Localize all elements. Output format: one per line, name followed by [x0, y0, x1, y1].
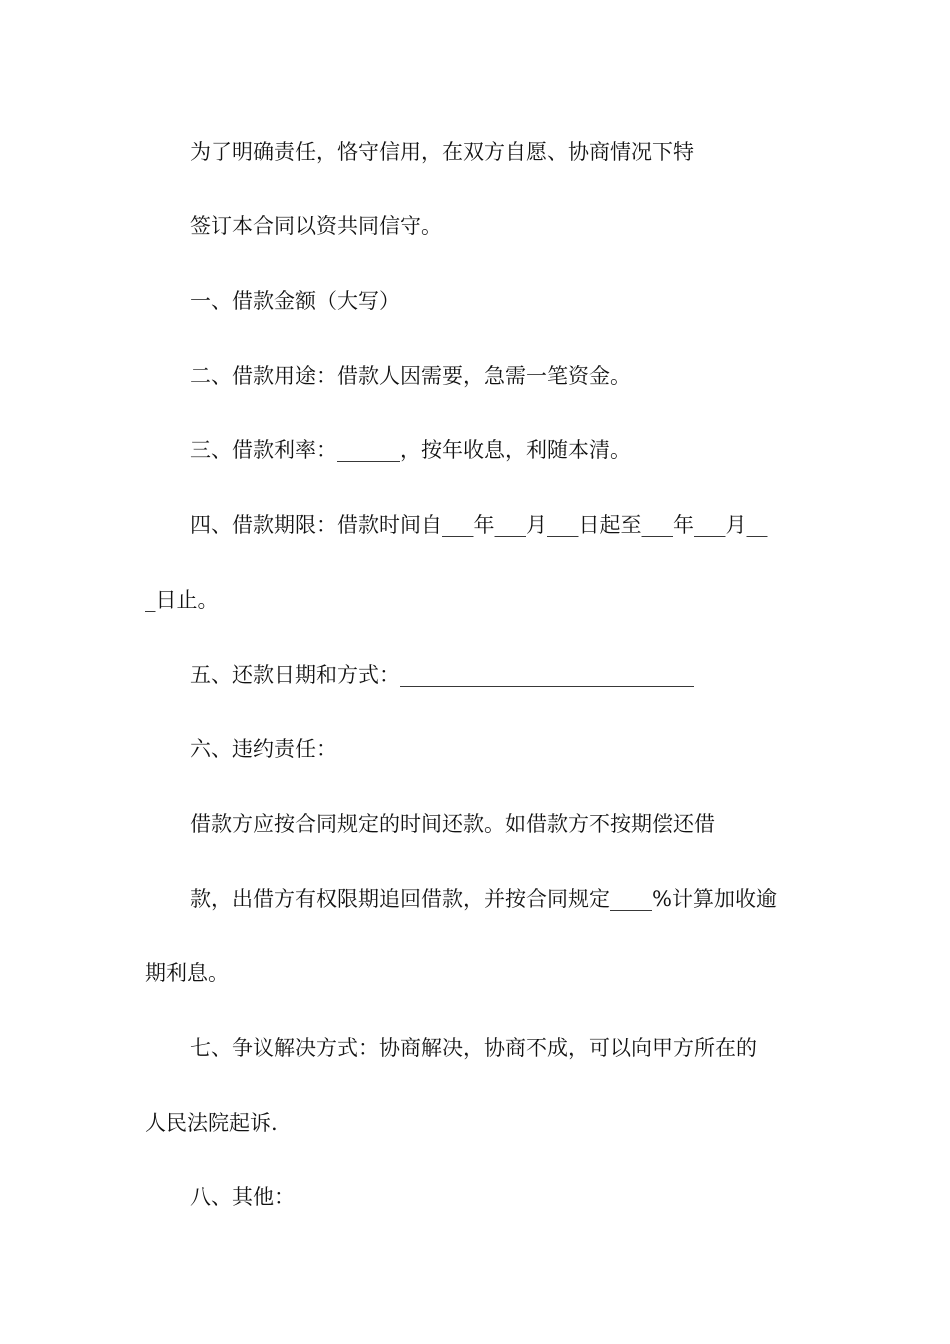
clause-8-other: 八、其他： — [190, 1185, 295, 1209]
paragraph-intro-line-1: 为了明确责任，恪守信用，在双方自愿、协商情况下特 — [190, 140, 694, 164]
clause-4-loan-term-line-1: 四、借款期限：借款时间自___年___月___日起至___年___月__ — [190, 513, 768, 537]
clause-1-loan-amount: 一、借款金额（大写） — [190, 289, 400, 313]
paragraph-intro-line-2: 签订本合同以资共同信守。 — [190, 214, 442, 238]
clause-7-dispute-line-1: 七、争议解决方式：协商解决，协商不成，可以向甲方所在的 — [190, 1036, 757, 1060]
clause-3-interest-rate: 三、借款利率：______，按年收息，利随本清。 — [190, 438, 631, 462]
clause-6-breach-heading: 六、违约责任： — [190, 737, 337, 761]
clause-7-dispute-line-2: 人民法院起诉. — [145, 1111, 278, 1135]
clause-4-loan-term-line-2: _日止。 — [145, 588, 219, 612]
clause-6-breach-line-3: 期利息。 — [145, 961, 229, 985]
clause-2-loan-purpose: 二、借款用途：借款人因需要，急需一笔资金。 — [190, 364, 631, 388]
clause-6-breach-line-2: 款，出借方有权限期追回借款，并按合同规定____%计算加收逾 — [190, 887, 777, 911]
clause-6-breach-line-1: 借款方应按合同规定的时间还款。如借款方不按期偿还借 — [190, 812, 715, 836]
clause-5-repayment: 五、还款日期和方式：____________________________ — [190, 663, 694, 687]
